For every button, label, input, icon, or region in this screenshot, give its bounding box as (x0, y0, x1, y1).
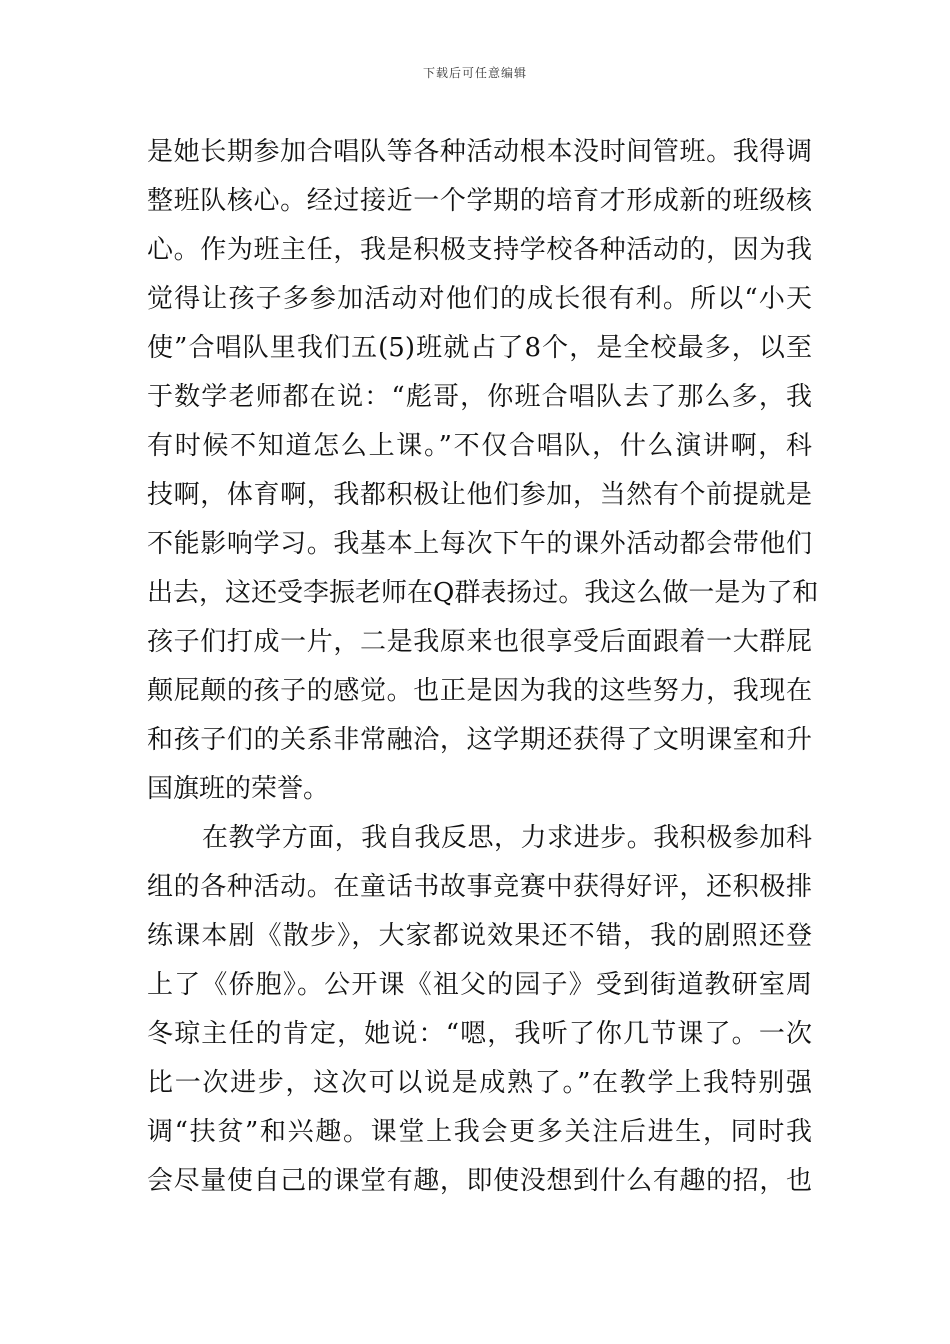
text-line: 练课本剧《散步》，大家都说效果还不错，我的剧照还登 (147, 921, 812, 951)
text-line: 颠屁颠的孩子的感觉。也正是因为我的这些努力，我现在 (147, 676, 812, 706)
text-line: 不能影响学习。我基本上每次下午的课外活动都会带他们 (147, 529, 812, 559)
text-line: 整班队核心。经过接近一个学期的培育才形成新的班级核 (147, 186, 812, 216)
text-line: 国旗班的荣誉。 (147, 774, 330, 804)
text-line: 比一次进步，这次可以说是成熟了。”在教学上我特别强 (147, 1068, 812, 1098)
text-line: 技啊，体育啊，我都积极让他们参加，当然有个前提就是 (147, 480, 812, 510)
text-line: 觉得让孩子多参加活动对他们的成长很有利。所以“小天 (147, 284, 812, 314)
text-line: 出去，这还受李振老师在Q群表扬过。我这么做一是为了和 (147, 578, 819, 608)
text-line: 调“扶贫”和兴趣。课堂上我会更多关注后进生，同时我 (147, 1117, 812, 1147)
text-line: 孩子们打成一片，二是我原来也很享受后面跟着一大群屁 (147, 627, 812, 657)
text-line: 会尽量使自己的课堂有趣，即使没想到什么有趣的招，也 (147, 1166, 812, 1196)
text-line: 上了《侨胞》。公开课《祖父的园子》受到街道教研室周 (147, 970, 812, 1000)
document-body (147, 128, 819, 1206)
text-line: 和孩子们的关系非常融洽，这学期还获得了文明课室和升 (147, 725, 812, 755)
text-line: 使”合唱队里我们五(5)班就占了8个，是全校最多，以至 (147, 333, 812, 363)
paragraph-first-line: 在教学方面，我自我反思，力求进步。我积极参加科 (202, 823, 812, 853)
text-line: 于数学老师都在说：“彪哥，你班合唱队去了那么多，我 (147, 382, 812, 412)
text-line: 有时候不知道怎么上课。”不仅合唱队，什么演讲啊，科 (147, 431, 812, 461)
text-line: 是她长期参加合唱队等各种活动根本没时间管班。我得调 (147, 137, 812, 167)
text-line: 组的各种活动。在童话书故事竞赛中获得好评，还积极排 (147, 872, 812, 902)
text-line: 冬琼主任的肯定，她说：“嗯，我听了你几节课了。一次 (147, 1019, 812, 1049)
page-header: 下载后可任意编辑 (422, 66, 527, 80)
text-line: 心。作为班主任，我是积极支持学校各种活动的，因为我 (147, 235, 812, 265)
